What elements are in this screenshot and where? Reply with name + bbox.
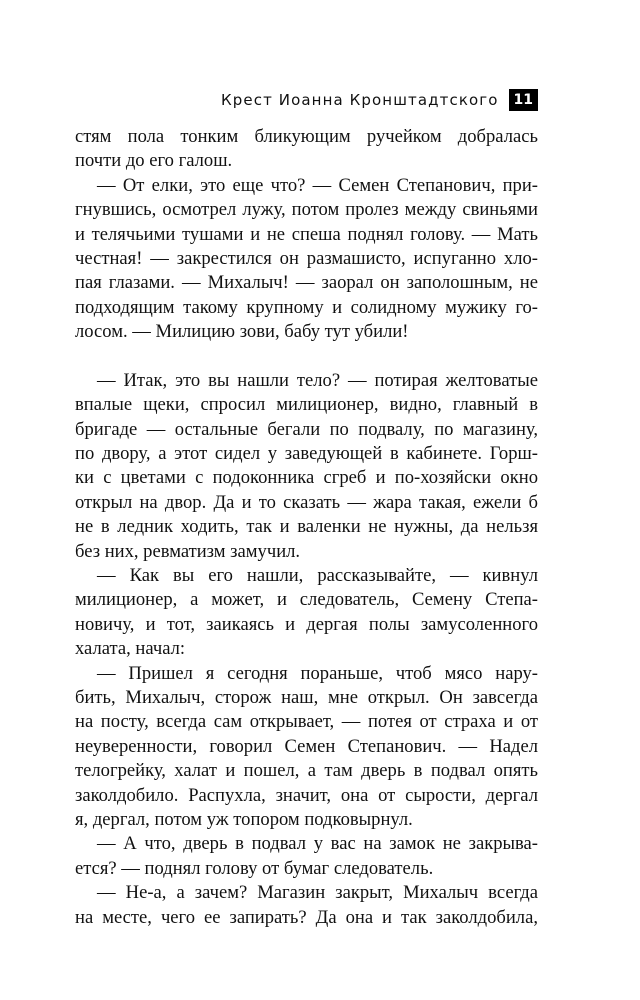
text-line: на месте, чего ее запирать? Да она и так заколдобила, [75, 906, 538, 928]
text-line: стям пола тонким бликующим ручейком добралась [75, 126, 538, 147]
text-line: пая глазами. — Михалыч! — заорал он заполошным, не [75, 272, 538, 294]
text-line: впалые щеки, спросил милиционер, видно, главный в [75, 394, 538, 416]
text-line: — Пришел я сегодня пораньше, чтоб мясо нару- [97, 662, 538, 684]
paragraph [75, 369, 538, 564]
paragraph [75, 564, 538, 662]
text-line: почти до его галош. [75, 150, 233, 172]
paragraph [75, 662, 538, 833]
page-number-badge: 11 [509, 89, 538, 111]
text-line: открыл на двор. Да и то сказать — жара такая, ежели б [75, 491, 538, 513]
text-line: — Итак, это вы нашли тело? — потирая желтоватые [97, 369, 538, 391]
text-line: — От елки, это еще что? — Семен Степанович, при- [97, 174, 538, 196]
paragraph [75, 125, 538, 174]
text-line: лосом. — Милицию зови, бабу тут убили! [75, 321, 409, 343]
text-line: я, дергал, потом уж топором подковырнул. [75, 808, 413, 830]
body-text [75, 125, 538, 930]
text-line: честная! — закрестился он размашисто, испуганно хло- [75, 247, 538, 269]
text-line: — Не-а, а зачем? Магазин закрыт, Михалыч всегда [97, 882, 538, 904]
text-line: халата, начал: [75, 638, 186, 660]
text-line: бить, Михалыч, сторож наш, мне открыл. Он завсегда [75, 686, 538, 708]
text-line: и телячьими тушами и не спеша поднял голову. — Мать [75, 223, 538, 245]
text-line: бригаде — остальные бегали по подвалу, по магазину, [75, 418, 538, 440]
running-head [75, 88, 538, 112]
text-line: заколдобило. Распухла, значит, она от сырости, дергал [75, 784, 538, 806]
text-line: гнувшись, осмотрел лужу, потом пролез между свиньями [75, 199, 538, 221]
text-line: подходящим такому крупному и солидному мужику го- [75, 296, 538, 318]
text-line: телогрейку, халат и пошел, а там дверь в подвал опять [75, 760, 538, 782]
text-line: не в ледник ходить, так и валенки не нужны, да нельзя [75, 516, 538, 538]
paragraph [75, 174, 538, 345]
section-break [75, 345, 538, 369]
text-line: на посту, всегда сам открывает, — потея от страха и от [75, 711, 538, 733]
text-line: милиционер, а может, и следователь, Семену Степа- [75, 589, 538, 611]
paragraph [75, 832, 538, 881]
text-line: ки с цветами с подоконника сгреб и по-хозяйски окно [75, 467, 538, 489]
text-line: — А что, дверь в подвал у вас на замок не закрыва- [97, 833, 538, 855]
paragraph [75, 881, 538, 930]
text-line: новичу, и тот, заикаясь и дергая полы замусоленного [75, 613, 538, 635]
text-line: по двору, а этот сидел у заведующей в кабинете. Горш- [75, 443, 538, 465]
running-head-title: Крест Иоанна Кронштадтского [221, 91, 499, 109]
text-line: неуверенности, говорил Семен Степанович. — Надел [75, 735, 538, 757]
text-line: ется? — поднял голову от бумаг следователь. [75, 857, 434, 879]
text-line: — Как вы его нашли, рассказывайте, — кивнул [97, 565, 538, 587]
text-line: без них, ревматизм замучил. [75, 540, 301, 562]
